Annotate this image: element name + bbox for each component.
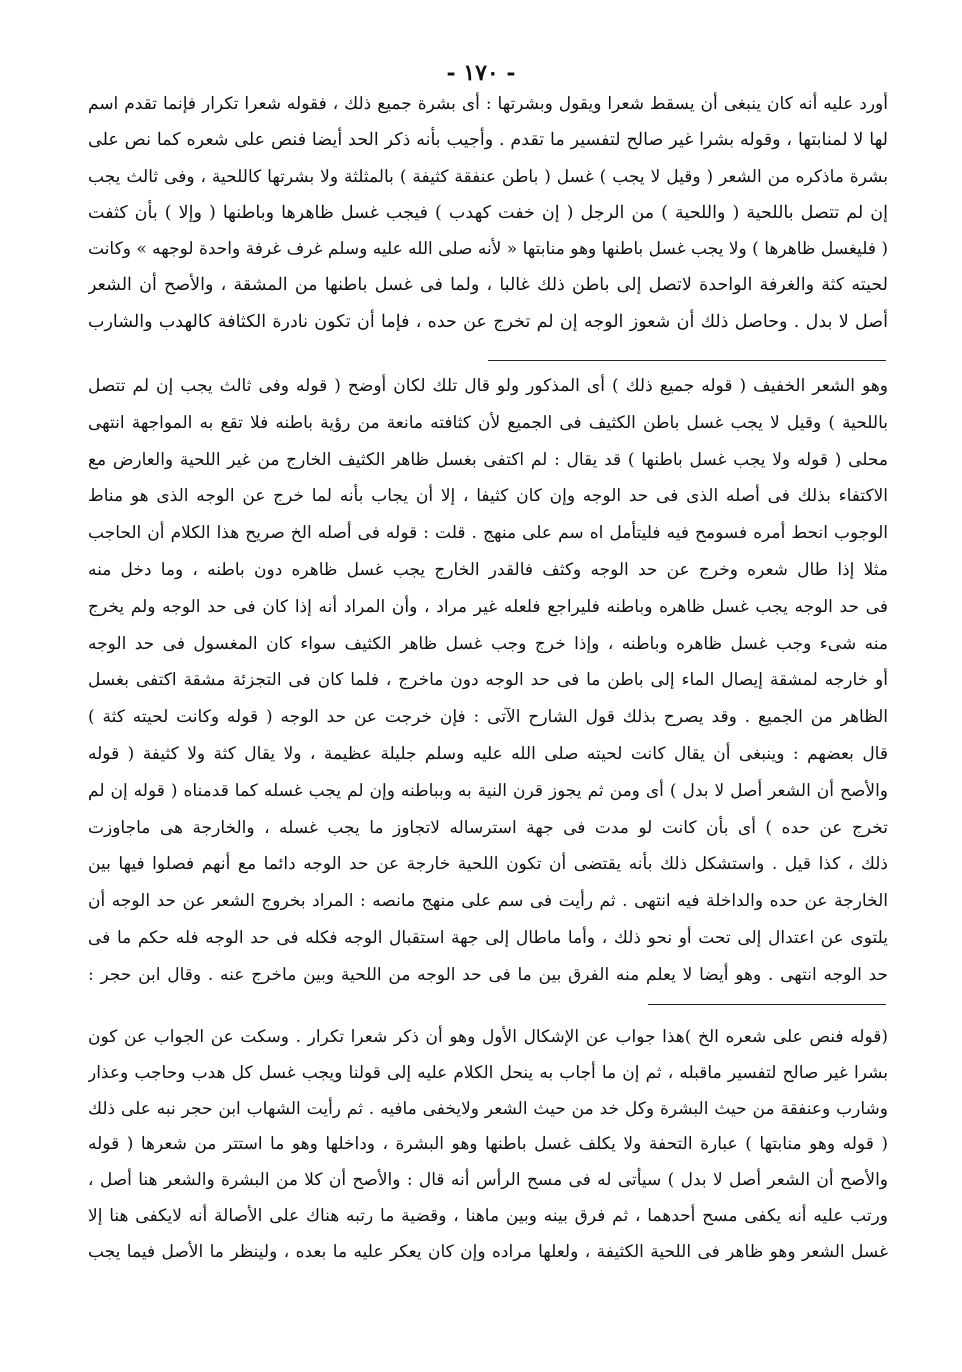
commentary-line: ( قوله وهو منابتها ) عبارة التحفة ولا يكلف غسل باطنها وهو البشرة ، وداخلها وهو ما استتر من شعرها ( قوله	[88, 1134, 888, 1155]
commentary-line: مثلا إذا طال شعره وخرج عن حد الوجه وكثف فالقدر الخارج يجب غسل ظاهره دون باطنه ، وما دخل منه	[88, 559, 888, 580]
commentary-line: الوجوب انحط أمره فسومح فيه فليتأمل اه سم على منهج . قلت : قوله فى أصله الخ صريح هذا الكلام أن الحاجب	[88, 523, 888, 544]
commentary-line: ورتب عليه أنه يكفى مسح أحدهما ، ثم فرق بينه وبين ماهنا ، وقضية ما رتبه هناك على الأصالة أنه لايكفى هنا إلا	[88, 1205, 888, 1226]
main-text	[88, 86, 888, 340]
main-text-line: بشرة ماذكره من الشعر ( وقيل لا يجب ) غسل ( باطن عنفقة كثيفة ) بالمثلثة ولا بشرتها كاللحية ، وفى ثالث يجب	[88, 166, 888, 187]
commentary-line: بشرا غير صالح لتفسير ماقبله ، ثم إن ما أجاب به ينحل الكلام عليه إلى قولنا ويجب غسل كل هدب وحاجب وعذار	[88, 1062, 888, 1083]
commentary-line: حد الوجه انتهى . وهو أيضا لا يعلم منه الفرق بين ما فى حد الوجه من اللحية وبين ماخرج عنه . وقال ابن حجر :	[88, 964, 888, 985]
commentary-line: والأصح أن الشعر أصل لا بدل ) سيأتى له فى مسح الرأس أنه قال : والأصح أن كلا من البشرة والشعر هنا أصل ،	[88, 1170, 888, 1191]
commentary-line: غسل الشعر وهو ظاهر فى اللحية الكثيفة ، ولعلها مراده وإن كان يعكر عليه ما بعده ، ولينظر ما الأصل فيما يجب	[88, 1241, 888, 1262]
commentary-line: يلتوى عن اعتدال إلى تحت أو نحو ذلك ، وأما ماطال إلى جهة استقبال الوجه فكله فى حد الوجه فله حكم ما فى	[88, 927, 888, 948]
main-text-line: لها لا لمنابتها ، وقوله بشرا غير صالح لتفسير ما تقدم . وأجيب بأنه ذكر الحد أيضا فنص على شعره كما نص على	[88, 130, 888, 151]
commentary-line: أو خارجه لمشقة إيصال الماء إلى باطن ما فى حد الوجه دون ماخرج ، فلما كان فى التجزئة مشقة اكتفى بغسل	[88, 670, 888, 691]
commentary-line: الخارجة عن حده والداخلة فيه انتهى . ثم رأيت فى سم على منهج مانصه : المراد بخروج الشعر عن حد الوجه أن	[88, 891, 888, 912]
commentary-line: تخرج عن حده ) أى بأن كانت لو مدت فى جهة استرساله لاتجاوز ما يجب غسله ، والخارجة هى ماجاوزت	[88, 817, 888, 838]
separator-rule	[648, 1004, 886, 1005]
commentary-line: (قوله فنص على شعره الخ )هذا جواب عن الإشكال الأول وهو أن ذكر شعرا تكرار . وسكت عن الجواب عن كون	[88, 1027, 888, 1047]
commentary-line: والأصح أن الشعر أصل لا بدل ) أى ومن ثم يجوز قرن النية به وبباطنه وإن لم يجب غسله كما قدمناه ( قوله إن لم	[88, 780, 888, 801]
main-text-line: إن لم تتصل باللحية ( واللحية ) من الرجل ( إن خفت كهدب ) فيجب غسل ظاهرها وباطنها ( وإلا ) بأن كثفت	[88, 202, 888, 223]
commentary-line: منه شىء وجب غسل ظاهره وباطنه ، وإذا خرج وجب غسل ظاهر الكثيف سواء كان المغسول فى حد الوجه	[88, 633, 888, 654]
commentary-line: فى حد الوجه يجب غسل ظاهره وباطنه فليراجع فلعله غير مراد ، وأن المراد أنه إذا كان فى حد الوجه ولم يخرج	[88, 596, 888, 617]
commentary-line: قال بعضهم : وينبغى أن يقال كانت لحيته صلى الله عليه وسلم جليلة عظيمة ، ولا يقال كثة ولا كثيفة ( قوله	[88, 743, 888, 764]
separator-rule	[488, 360, 886, 361]
commentary-line: وشارب وعنفقة من حيث البشرة وكل خد من حيث الشعر ولايخفى مافيه . ثم رأيت الشهاب ابن حجر نبه على ذلك	[88, 1098, 888, 1119]
commentary-second	[88, 1020, 888, 1271]
commentary-line: وهو الشعر الخفيف ( قوله جميع ذلك ) أى المذكور ولو قال تلك لكان أوضح ( قوله وفى ثالث يجب إن لم تتصل	[88, 376, 888, 396]
commentary-line: باللحية ) وقيل لا يجب غسل باطن الكثيف فى الجميع لأن كثافته مانعة من رؤية باطنه فلا تقع به المواجهة انتهى	[88, 412, 888, 433]
page-number: - ١٧٠ -	[446, 60, 516, 86]
commentary-line: الظاهر من الجميع . وقد يصرح بذلك قول الشارح الآتى : فإن خرجت عن حد الوجه ( قوله وكانت لحيته كثة )	[88, 707, 888, 728]
commentary-first	[88, 368, 888, 994]
commentary-line: محلى ( قوله ولا يجب غسل باطنها ) قد يقال : لم اكتفى بغسل ظاهر الكثيف الخارج من غير اللحية والعارض مع	[88, 449, 888, 470]
main-text-line: لحيته كثة والغرفة الواحدة لاتصل إلى باطن ذلك غالبا ، ولما فى غسل باطنها من المشقة ، والأصح أن الشعر	[88, 275, 888, 296]
main-text-line: ( فليغسل ظاهرها ) ولا يجب غسل باطنها وهو منابتها « لأنه صلى الله عليه وسلم غرف غرفة واحدة لوجهه » وكانت	[88, 239, 888, 260]
commentary-line: الاكتفاء بذلك فى أصله الذى فى حد الوجه وإن كان كثيفا ، إلا أن يجاب بأنه لما خرج عن الوجه الذى هو مناط	[88, 486, 888, 507]
commentary-line: ذلك ، كذا قيل . واستشكل ذلك بأنه يقتضى أن تكون اللحية خارجة عن حد الوجه دائما مع أنهم فصلوا فيها بين	[88, 854, 888, 875]
main-text-line: أورد عليه أنه كان ينبغى أن يسقط شعرا ويقول وبشرتها : أى بشرة جميع ذلك ، فقوله شعرا تكرار فإنما تقدم اسم	[88, 94, 888, 114]
main-text-line: أصل لا بدل . وحاصل ذلك أن شعوز الوجه إن لم تخرج عن حده ، فإما أن تكون نادرة الكثافة كالهدب والشارب	[88, 311, 888, 332]
